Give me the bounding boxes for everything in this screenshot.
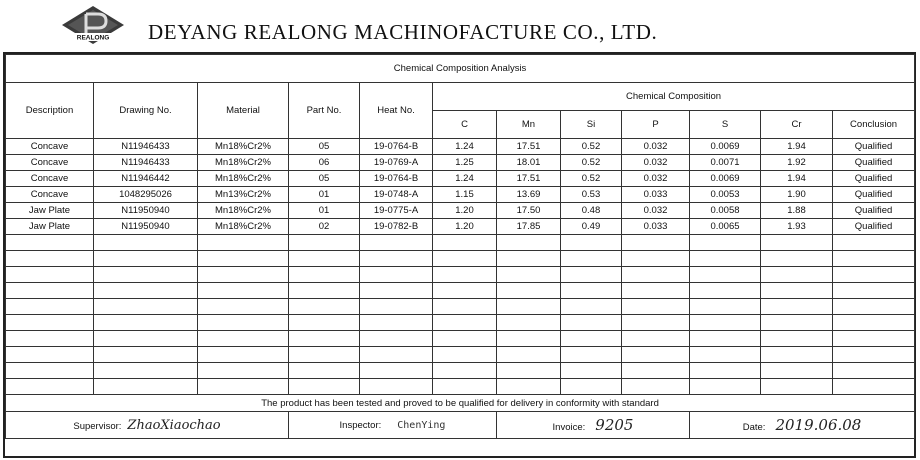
empty-cell xyxy=(497,315,561,331)
cell-drawing-no: N11946433 xyxy=(94,139,198,155)
empty-cell xyxy=(833,235,915,251)
cell-si: 0.53 xyxy=(561,187,622,203)
empty-cell xyxy=(833,363,915,379)
analysis-sheet xyxy=(3,52,916,458)
empty-cell xyxy=(360,347,433,363)
empty-cell xyxy=(561,267,622,283)
empty-cell xyxy=(94,363,198,379)
empty-row xyxy=(6,379,915,395)
cell-drawing-no: N11946433 xyxy=(94,155,198,171)
cell-description: Jaw Plate xyxy=(6,203,94,219)
cell-material: Mn18%Cr2% xyxy=(198,203,289,219)
cell-p: 0.033 xyxy=(622,219,690,235)
empty-cell xyxy=(360,299,433,315)
empty-cell xyxy=(690,267,761,283)
empty-cell xyxy=(198,363,289,379)
cell-mn: 17.50 xyxy=(497,203,561,219)
cell-part-no: 01 xyxy=(289,203,360,219)
cell-description: Concave xyxy=(6,171,94,187)
empty-cell xyxy=(622,251,690,267)
empty-cell xyxy=(561,235,622,251)
cell-si: 0.52 xyxy=(561,171,622,187)
empty-cell xyxy=(833,315,915,331)
cell-s: 0.0058 xyxy=(690,203,761,219)
empty-cell xyxy=(690,283,761,299)
empty-cell xyxy=(6,299,94,315)
empty-row xyxy=(6,331,915,347)
empty-cell xyxy=(94,347,198,363)
cell-conclusion: Qualified xyxy=(833,171,915,187)
empty-cell xyxy=(360,315,433,331)
cell-p: 0.032 xyxy=(622,139,690,155)
supervisor-label: Supervisor: xyxy=(73,420,122,432)
header-part-no: Part No. xyxy=(289,83,360,139)
empty-cell xyxy=(761,379,833,395)
empty-cell xyxy=(561,347,622,363)
empty-cell xyxy=(561,331,622,347)
empty-cell xyxy=(94,331,198,347)
empty-cell xyxy=(761,331,833,347)
empty-cell xyxy=(433,363,497,379)
empty-cell xyxy=(94,299,198,315)
empty-cell xyxy=(433,331,497,347)
cell-s: 0.0069 xyxy=(690,139,761,155)
empty-cell xyxy=(761,267,833,283)
empty-cell xyxy=(433,347,497,363)
header-cr: Cr xyxy=(761,111,833,139)
invoice-value: 9205 xyxy=(595,416,634,434)
empty-cell xyxy=(360,235,433,251)
empty-cell xyxy=(561,299,622,315)
cell-cr: 1.88 xyxy=(761,203,833,219)
cell-mn: 17.85 xyxy=(497,219,561,235)
empty-cell xyxy=(833,379,915,395)
cell-si: 0.52 xyxy=(561,155,622,171)
empty-cell xyxy=(690,331,761,347)
cell-heat-no: 19-0782-B xyxy=(360,219,433,235)
empty-row xyxy=(6,363,915,379)
cell-description: Concave xyxy=(6,139,94,155)
inspector-cell xyxy=(289,412,497,439)
invoice-cell xyxy=(497,412,690,439)
header-s: S xyxy=(690,111,761,139)
empty-cell xyxy=(497,363,561,379)
empty-cell xyxy=(690,315,761,331)
cell-description: Jaw Plate xyxy=(6,219,94,235)
empty-cell xyxy=(761,251,833,267)
table-row xyxy=(6,187,915,203)
empty-cell xyxy=(497,379,561,395)
empty-cell xyxy=(289,267,360,283)
empty-cell xyxy=(289,347,360,363)
empty-cell xyxy=(690,251,761,267)
cell-c: 1.20 xyxy=(433,203,497,219)
empty-cell xyxy=(761,315,833,331)
cell-p: 0.032 xyxy=(622,203,690,219)
cell-s: 0.0071 xyxy=(690,155,761,171)
header-p: P xyxy=(622,111,690,139)
empty-cell xyxy=(561,283,622,299)
table-row xyxy=(6,203,915,219)
empty-cell xyxy=(198,379,289,395)
cell-cr: 1.94 xyxy=(761,139,833,155)
supervisor-cell xyxy=(6,412,289,439)
cell-s: 0.0053 xyxy=(690,187,761,203)
cell-c: 1.25 xyxy=(433,155,497,171)
empty-row xyxy=(6,267,915,283)
empty-row xyxy=(6,283,915,299)
header-c: C xyxy=(433,111,497,139)
empty-cell xyxy=(6,315,94,331)
empty-cell xyxy=(6,331,94,347)
cell-description: Concave xyxy=(6,155,94,171)
empty-cell xyxy=(289,315,360,331)
empty-cell xyxy=(289,363,360,379)
empty-cell xyxy=(761,283,833,299)
empty-cell xyxy=(94,235,198,251)
supervisor-signature: ZhaoXiaochao xyxy=(127,417,221,433)
empty-cell xyxy=(761,299,833,315)
cell-mn: 17.51 xyxy=(497,171,561,187)
empty-cell xyxy=(198,235,289,251)
empty-cell xyxy=(433,283,497,299)
cell-material: Mn18%Cr2% xyxy=(198,171,289,187)
empty-cell xyxy=(198,283,289,299)
header-description: Description xyxy=(6,83,94,139)
header-chemical-composition: Chemical Composition xyxy=(433,83,915,111)
cell-conclusion: Qualified xyxy=(833,219,915,235)
invoice-label: Invoice: xyxy=(552,422,586,433)
empty-cell xyxy=(198,331,289,347)
empty-cell xyxy=(833,331,915,347)
document-header xyxy=(0,0,920,50)
empty-cell xyxy=(360,251,433,267)
cell-part-no: 06 xyxy=(289,155,360,171)
table-row xyxy=(6,155,915,171)
empty-cell xyxy=(497,347,561,363)
header-material: Material xyxy=(198,83,289,139)
empty-cell xyxy=(433,299,497,315)
empty-cell xyxy=(198,347,289,363)
cell-cr: 1.93 xyxy=(761,219,833,235)
cell-drawing-no: N11946442 xyxy=(94,171,198,187)
cell-material: Mn18%Cr2% xyxy=(198,139,289,155)
empty-cell xyxy=(833,283,915,299)
cell-conclusion: Qualified xyxy=(833,187,915,203)
empty-cell xyxy=(360,283,433,299)
cell-mn: 17.51 xyxy=(497,139,561,155)
empty-cell xyxy=(289,331,360,347)
empty-cell xyxy=(497,235,561,251)
header-drawing-no: Drawing No. xyxy=(94,83,198,139)
cell-c: 1.20 xyxy=(433,219,497,235)
cell-p: 0.033 xyxy=(622,187,690,203)
cell-part-no: 02 xyxy=(289,219,360,235)
cell-part-no: 05 xyxy=(289,139,360,155)
cell-s: 0.0069 xyxy=(690,171,761,187)
empty-cell xyxy=(94,251,198,267)
empty-cell xyxy=(622,315,690,331)
empty-cell xyxy=(289,299,360,315)
empty-cell xyxy=(433,251,497,267)
cell-si: 0.52 xyxy=(561,139,622,155)
cell-heat-no: 19-0764-B xyxy=(360,171,433,187)
header-conclusion: Conclusion xyxy=(833,111,915,139)
empty-cell xyxy=(497,283,561,299)
company-name: DEYANG REALONG MACHINOFACTURE CO., LTD. xyxy=(148,20,658,44)
qualification-note: The product has been tested and proved to be qualified for delivery in conformity with standard xyxy=(6,395,915,412)
empty-cell xyxy=(761,347,833,363)
cell-c: 1.24 xyxy=(433,139,497,155)
empty-cell xyxy=(497,299,561,315)
empty-cell xyxy=(94,379,198,395)
empty-cell xyxy=(561,315,622,331)
empty-cell xyxy=(833,251,915,267)
cell-heat-no: 19-0748-A xyxy=(360,187,433,203)
cell-conclusion: Qualified xyxy=(833,139,915,155)
cell-p: 0.032 xyxy=(622,155,690,171)
cell-heat-no: 19-0769-A xyxy=(360,155,433,171)
header-si: Si xyxy=(561,111,622,139)
empty-cell xyxy=(6,267,94,283)
empty-cell xyxy=(360,267,433,283)
logo-text: REALONG xyxy=(76,34,110,42)
cell-material: Mn18%Cr2% xyxy=(198,155,289,171)
cell-heat-no: 19-0775-A xyxy=(360,203,433,219)
cell-part-no: 01 xyxy=(289,187,360,203)
empty-row xyxy=(6,235,915,251)
cell-description: Concave xyxy=(6,187,94,203)
table-title: Chemical Composition Analysis xyxy=(6,55,915,83)
empty-cell xyxy=(6,363,94,379)
empty-cell xyxy=(561,363,622,379)
inspector-name: ChenYing xyxy=(397,419,446,431)
cell-conclusion: Qualified xyxy=(833,203,915,219)
empty-cell xyxy=(360,331,433,347)
empty-cell xyxy=(6,347,94,363)
empty-cell xyxy=(94,315,198,331)
cell-c: 1.24 xyxy=(433,171,497,187)
cell-s: 0.0065 xyxy=(690,219,761,235)
empty-cell xyxy=(761,235,833,251)
empty-cell xyxy=(833,347,915,363)
empty-cell xyxy=(198,315,289,331)
empty-cell xyxy=(360,379,433,395)
empty-cell xyxy=(622,299,690,315)
header-heat-no: Heat No. xyxy=(360,83,433,139)
cell-cr: 1.90 xyxy=(761,187,833,203)
empty-cell xyxy=(690,347,761,363)
empty-cell xyxy=(761,363,833,379)
empty-cell xyxy=(433,379,497,395)
empty-cell xyxy=(561,379,622,395)
empty-cell xyxy=(94,267,198,283)
cell-si: 0.49 xyxy=(561,219,622,235)
empty-cell xyxy=(6,251,94,267)
empty-cell xyxy=(6,379,94,395)
empty-cell xyxy=(198,267,289,283)
empty-cell xyxy=(6,235,94,251)
empty-cell xyxy=(360,363,433,379)
empty-cell xyxy=(690,235,761,251)
empty-cell xyxy=(622,283,690,299)
date-label: Date: xyxy=(742,422,766,433)
cell-drawing-no: N11950940 xyxy=(94,219,198,235)
empty-cell xyxy=(433,315,497,331)
date-cell xyxy=(690,412,915,439)
empty-cell xyxy=(622,363,690,379)
empty-cell xyxy=(497,331,561,347)
cell-heat-no: 19-0764-B xyxy=(360,139,433,155)
date-value: 2019.06.08 xyxy=(775,416,862,434)
empty-row xyxy=(6,251,915,267)
table-row xyxy=(6,171,915,187)
cell-c: 1.15 xyxy=(433,187,497,203)
empty-cell xyxy=(622,235,690,251)
empty-cell xyxy=(6,283,94,299)
table-row xyxy=(6,219,915,235)
empty-cell xyxy=(622,331,690,347)
empty-cell xyxy=(497,251,561,267)
empty-cell xyxy=(497,267,561,283)
cell-si: 0.48 xyxy=(561,203,622,219)
cell-part-no: 05 xyxy=(289,171,360,187)
cell-material: Mn13%Cr2% xyxy=(198,187,289,203)
cell-cr: 1.92 xyxy=(761,155,833,171)
empty-cell xyxy=(433,267,497,283)
empty-cell xyxy=(622,379,690,395)
empty-cell xyxy=(289,379,360,395)
empty-cell xyxy=(289,251,360,267)
empty-cell xyxy=(198,251,289,267)
empty-cell xyxy=(833,267,915,283)
cell-mn: 18.01 xyxy=(497,155,561,171)
cell-drawing-no: N11950940 xyxy=(94,203,198,219)
empty-cell xyxy=(289,235,360,251)
cell-p: 0.032 xyxy=(622,171,690,187)
inspector-label: Inspector: xyxy=(339,419,382,431)
cell-drawing-no: 1048295026 xyxy=(94,187,198,203)
empty-cell xyxy=(433,235,497,251)
table-row xyxy=(6,139,915,155)
empty-cell xyxy=(622,347,690,363)
empty-cell xyxy=(690,299,761,315)
empty-cell xyxy=(94,283,198,299)
empty-row xyxy=(6,347,915,363)
cell-material: Mn18%Cr2% xyxy=(198,219,289,235)
empty-cell xyxy=(198,299,289,315)
empty-row xyxy=(6,315,915,331)
header-mn: Mn xyxy=(497,111,561,139)
empty-cell xyxy=(561,251,622,267)
empty-cell xyxy=(690,363,761,379)
empty-cell xyxy=(622,267,690,283)
composition-table xyxy=(5,54,915,439)
cell-cr: 1.94 xyxy=(761,171,833,187)
realong-logo xyxy=(62,6,124,44)
empty-cell xyxy=(289,283,360,299)
empty-row xyxy=(6,299,915,315)
cell-conclusion: Qualified xyxy=(833,155,915,171)
empty-cell xyxy=(833,299,915,315)
cell-mn: 13.69 xyxy=(497,187,561,203)
empty-cell xyxy=(690,379,761,395)
